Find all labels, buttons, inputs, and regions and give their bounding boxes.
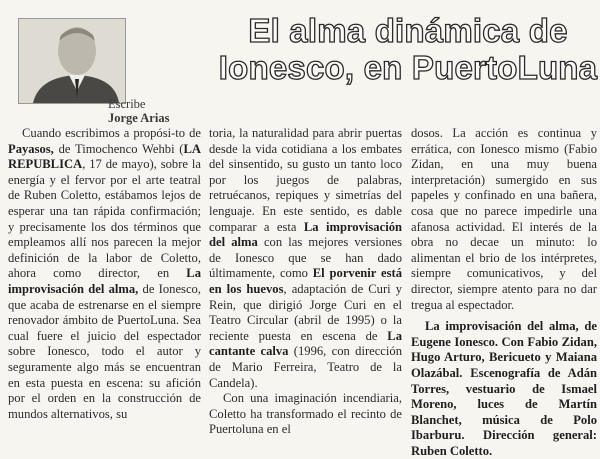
article-paragraph (411, 126, 597, 313)
article-paragraph (8, 126, 201, 422)
article-paragraph (209, 126, 402, 391)
bold-text-run: La cantante calva (209, 328, 402, 359)
author-photo (18, 18, 126, 104)
bold-text-run: La improvisación del alma, de Eugene Ionesco. Con Fabio Zidan, Hugo Arturo, Bericueto y Maiana Olazábal. Escenografía de Adán Torres, vestuario de Ismael Moreno, luces de Martín Blanchet, música de Polo Ibarburu. Dirección general: Ruben Coletto. (411, 319, 597, 458)
article-column-1 (8, 126, 201, 420)
article-column-3 (411, 126, 597, 458)
bold-text-run: La improvisación del alma, (8, 266, 201, 296)
text-run: dosos. La acción es continua y errática, con Ionesco mismo (Fabio Zidan, en una muy buena interpretación) sumergido en sus papeles y confinado en una bañera, cosa que no parece impedirle una afanosa actividad. El interés de la obra no decae un minuto: lo alimentan el brio de los intérpretes, siempre comunicativos, y del director, siempre atento para no dar tregua al espectador. (411, 126, 597, 312)
headline-line-2: Ionesco, en PuertoLuna (218, 49, 598, 86)
headline (216, 12, 600, 86)
text-run: de Ionesco, que acaba de estrenarse en el siempre renovador ámbito de PuertoLuna. Sea cual fuere el juicio del espectador sobre Ionesco, todo el autor y seguramente algo más se encuentran en esta puesta en escena: su afición por el orden en la construcción de mundos alternativos, su (8, 281, 201, 421)
headline-line-1: El alma dinámica de (248, 12, 568, 49)
article-column-2 (209, 126, 403, 437)
text-run: toria, la naturalidad para abrir puertas desde la vida cotidiana a los embates del sinsentido, su gusto un tanto loco por los juegos de palabras, retruécanos, repiques y simetrías del lenguaje. En este sentido, es dable comparar a esta (209, 126, 402, 234)
text-run: , adaptación de Curi y Rein, que dirigió Jorge Curi en el Teatro Circular (abril de 1995) o la reciente puesta en escena de (209, 281, 402, 343)
article-paragraph (411, 319, 597, 459)
text-run: Con una imaginación incendiaria, Coletto ha transformado el recinto de Puertoluna en el (209, 391, 402, 437)
text-run: , 17 de mayo), sobre la energía y el fervor por el arte teatral de Ruben Coletto, estábamos lejos de esperar una tan rápida confirmación; y precisamente los dos términos que empleamos allí nos parecen la mejor definición de la labor de Coletto, ahora como director, en (8, 157, 201, 281)
text-run: Cuando escribimos a propósi-to de (22, 126, 201, 140)
text-run: (1996, con dirección de Mario Ferreira, Teatro de la Candela). (209, 344, 402, 390)
bold-text-run: La improvisación del alma (209, 219, 402, 250)
text-run: de Timochenco Wehbi ( (53, 141, 184, 156)
article-paragraph (209, 391, 402, 438)
byline-author: Jorge Arias (108, 111, 170, 125)
byline (108, 97, 228, 125)
byline-prefix: Escribe (108, 97, 146, 111)
text-run: con las mejores versiones de Ionesco que se han dado últimamente, como (209, 235, 403, 281)
bold-text-run: Payasos, (8, 141, 54, 156)
bold-text-run: LA REPUBLICA (8, 141, 201, 172)
bold-text-run: El porvenir está en los huevos (209, 266, 402, 296)
